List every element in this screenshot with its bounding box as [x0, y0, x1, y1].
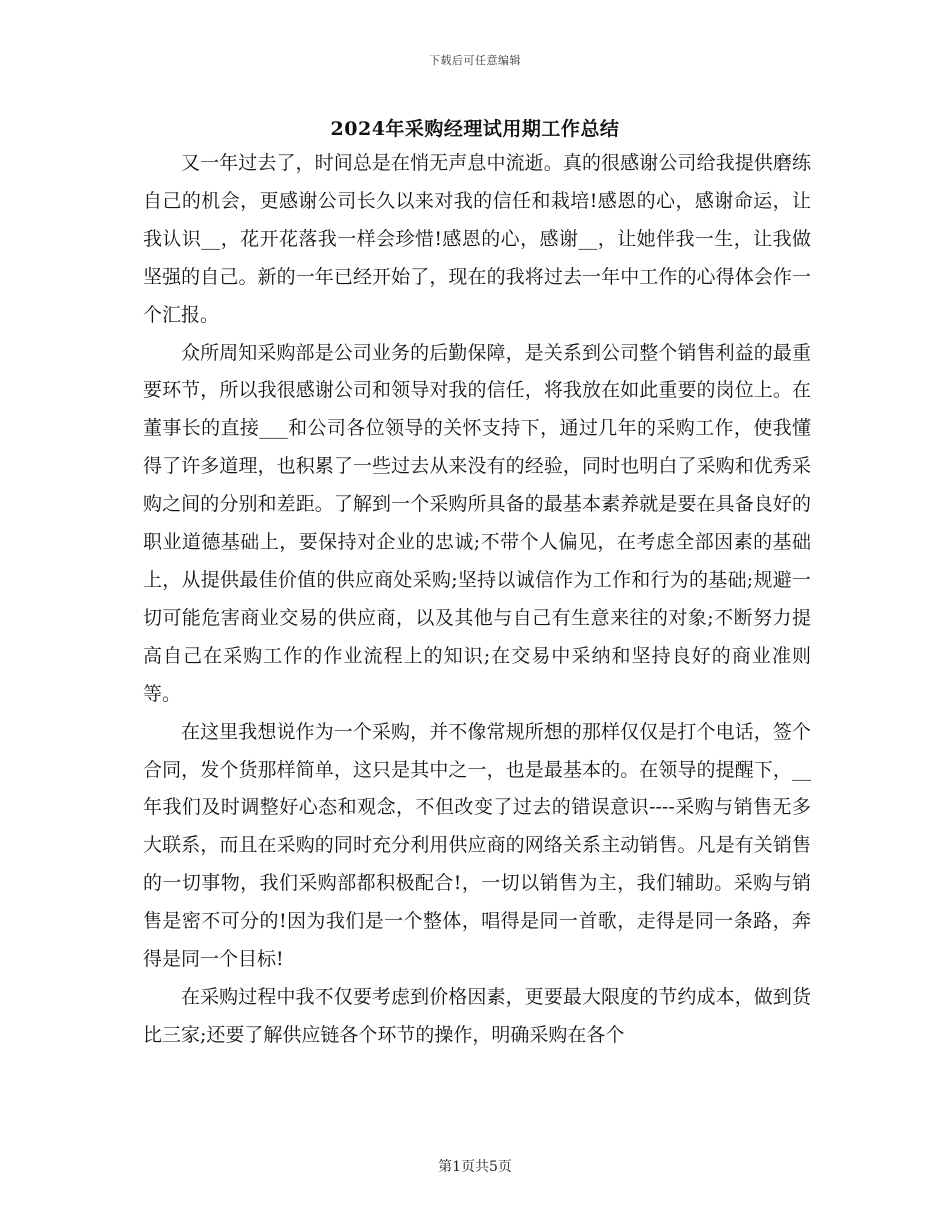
header-note: 下载后可任意编辑	[429, 54, 521, 67]
document-body	[143, 145, 811, 1055]
paragraph-1: 又一年过去了，时间总是在悄无声息中流逝。真的很感谢公司给我提供磨练自己的机会，更感谢公司长久以来对我的信任和栽培!感恩的心，感谢命运，让我认识__，花开花落我一样会珍惜!感恩的心，感谢__，让她伴我一生，让我做坚强的自己。新的一年已经开始了，现在的我将过去一年中工作的心得体会作一个汇报。	[143, 152, 811, 326]
document-title: 2024年采购经理试用期工作总结	[330, 118, 620, 140]
page-number-footer: 第1页共5页	[438, 1159, 512, 1175]
paragraph-3: 在这里我想说作为一个采购，并不像常规所想的那样仅仅是打个电话，签个合同，发个货那样简单，这只是其中之一，也是最基本的。在领导的提醒下，__年我们及时调整好心态和观念，不但改变了过去的错误意识----采购与销售无多大联系，而且在采购的同时充分利用供应商的网络关系主动销售。凡是有关销售的一切事物，我们采购部都积极配合!，一切以销售为主，我们辅助。采购与销售是密不可分的!因为我们是一个整体，唱得是同一首歌，走得是同一条路，奔得是同一个目标!	[143, 720, 811, 971]
paragraph-4: 在采购过程中我不仅要考虑到价格因素，更要最大限度的节约成本，做到货比三家;还要了解供应链各个环节的操作，明确采购在各个	[143, 985, 811, 1046]
paragraph-2: 众所周知采购部是公司业务的后勤保障，是关系到公司整个销售利益的最重要环节，所以我很感谢公司和领导对我的信任，将我放在如此重要的岗位上。在董事长的直接___和公司各位领导的关怀支持下，通过几年的采购工作，使我懂得了许多道理，也积累了一些过去从来没有的经验，同时也明白了采购和优秀采购之间的分别和差距。了解到一个采购所具备的最基本素养就是要在具备良好的职业道德基础上，要保持对企业的忠诚;不带个人偏见，在考虑全部因素的基础上，从提供最佳价值的供应商处采购;坚持以诚信作为工作和行为的基础;规避一切可能危害商业交易的供应商，以及其他与自己有生意来往的对象;不断努力提高自己在采购工作的作业流程上的知识;在交易中采纳和坚持良好的商业准则等。	[143, 341, 811, 705]
